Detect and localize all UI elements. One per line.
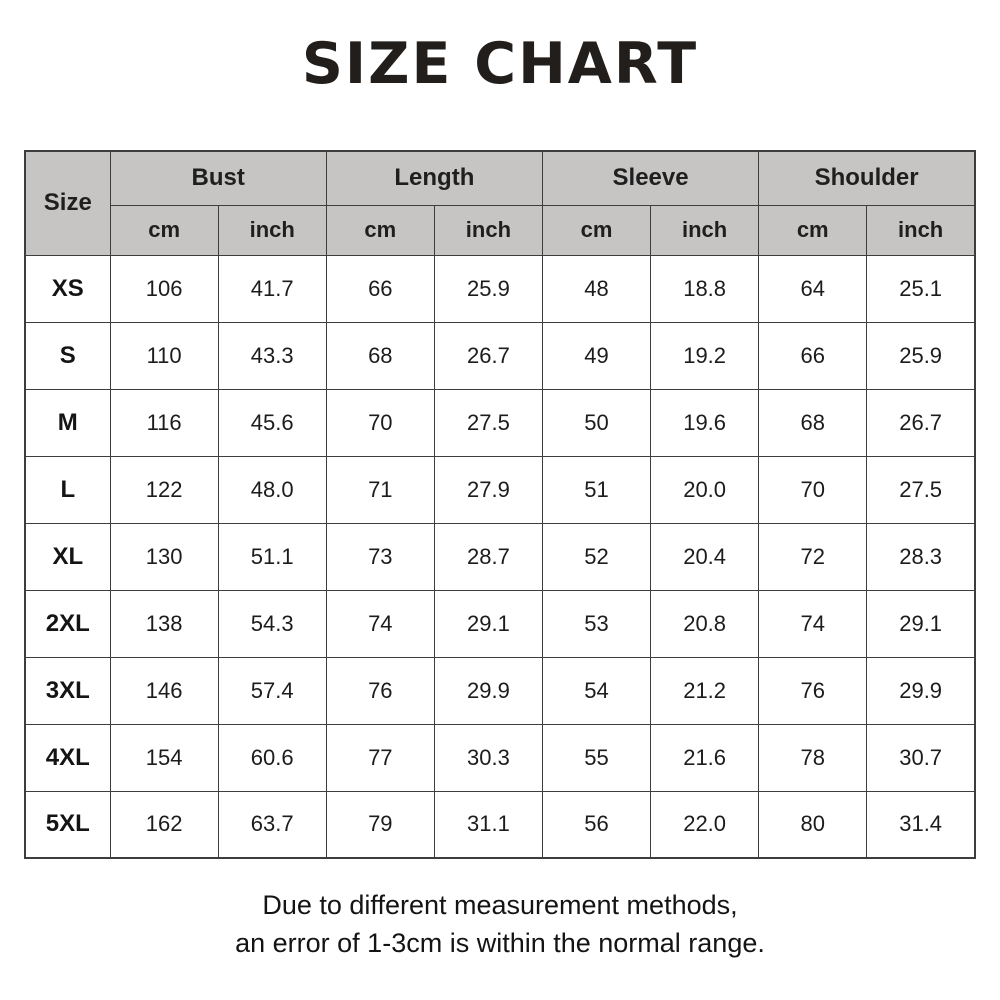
value-cell: 50 — [542, 389, 650, 456]
value-cell: 20.4 — [651, 523, 759, 590]
value-cell: 63.7 — [218, 791, 326, 858]
table-row — [25, 255, 975, 322]
value-cell: 26.7 — [434, 322, 542, 389]
value-cell: 122 — [110, 456, 218, 523]
value-cell: 80 — [759, 791, 867, 858]
value-cell: 66 — [326, 255, 434, 322]
value-cell: 77 — [326, 724, 434, 791]
size-cell: 2XL — [25, 590, 110, 657]
measurement-note-line2: an error of 1-3cm is within the normal range. — [235, 928, 765, 958]
value-cell: 68 — [759, 389, 867, 456]
value-cell: 66 — [759, 322, 867, 389]
value-cell: 25.1 — [867, 255, 975, 322]
value-cell: 51.1 — [218, 523, 326, 590]
value-cell: 29.9 — [867, 657, 975, 724]
value-cell: 28.7 — [434, 523, 542, 590]
value-cell: 74 — [326, 590, 434, 657]
value-cell: 71 — [326, 456, 434, 523]
value-cell: 25.9 — [867, 322, 975, 389]
size-cell: 4XL — [25, 724, 110, 791]
value-cell: 49 — [542, 322, 650, 389]
value-cell: 27.5 — [434, 389, 542, 456]
value-cell: 25.9 — [434, 255, 542, 322]
value-cell: 60.6 — [218, 724, 326, 791]
unit-header-cm: cm — [326, 205, 434, 255]
value-cell: 106 — [110, 255, 218, 322]
table-row — [25, 590, 975, 657]
value-cell: 64 — [759, 255, 867, 322]
header-unit-row — [25, 205, 975, 255]
value-cell: 116 — [110, 389, 218, 456]
size-chart-table — [24, 150, 976, 859]
value-cell: 110 — [110, 322, 218, 389]
value-cell: 45.6 — [218, 389, 326, 456]
header-bust: Bust — [110, 151, 326, 205]
size-cell: XS — [25, 255, 110, 322]
header-group-row — [25, 151, 975, 205]
measurement-note — [0, 886, 1000, 962]
value-cell: 31.4 — [867, 791, 975, 858]
size-cell: 5XL — [25, 791, 110, 858]
table-row — [25, 456, 975, 523]
unit-header-inch: inch — [651, 205, 759, 255]
value-cell: 130 — [110, 523, 218, 590]
unit-header-cm: cm — [542, 205, 650, 255]
value-cell: 57.4 — [218, 657, 326, 724]
value-cell: 48 — [542, 255, 650, 322]
value-cell: 162 — [110, 791, 218, 858]
size-cell: M — [25, 389, 110, 456]
value-cell: 54 — [542, 657, 650, 724]
table-row — [25, 791, 975, 858]
unit-header-inch: inch — [867, 205, 975, 255]
value-cell: 56 — [542, 791, 650, 858]
value-cell: 43.3 — [218, 322, 326, 389]
header-length: Length — [326, 151, 542, 205]
measurement-note-line1: Due to different measurement methods, — [262, 890, 738, 920]
value-cell: 19.2 — [651, 322, 759, 389]
value-cell: 79 — [326, 791, 434, 858]
size-cell: 3XL — [25, 657, 110, 724]
value-cell: 26.7 — [867, 389, 975, 456]
size-cell: S — [25, 322, 110, 389]
unit-header-cm: cm — [759, 205, 867, 255]
value-cell: 22.0 — [651, 791, 759, 858]
unit-header-inch: inch — [218, 205, 326, 255]
value-cell: 54.3 — [218, 590, 326, 657]
value-cell: 76 — [326, 657, 434, 724]
value-cell: 41.7 — [218, 255, 326, 322]
table-row — [25, 322, 975, 389]
value-cell: 146 — [110, 657, 218, 724]
unit-header-inch: inch — [434, 205, 542, 255]
value-cell: 31.1 — [434, 791, 542, 858]
value-cell: 20.8 — [651, 590, 759, 657]
value-cell: 138 — [110, 590, 218, 657]
value-cell: 29.1 — [434, 590, 542, 657]
value-cell: 29.9 — [434, 657, 542, 724]
value-cell: 30.7 — [867, 724, 975, 791]
header-shoulder: Shoulder — [759, 151, 975, 205]
header-sleeve: Sleeve — [542, 151, 758, 205]
value-cell: 76 — [759, 657, 867, 724]
table-row — [25, 657, 975, 724]
value-cell: 70 — [759, 456, 867, 523]
value-cell: 53 — [542, 590, 650, 657]
header-size: Size — [25, 151, 110, 255]
value-cell: 30.3 — [434, 724, 542, 791]
value-cell: 78 — [759, 724, 867, 791]
value-cell: 18.8 — [651, 255, 759, 322]
table-row — [25, 523, 975, 590]
value-cell: 27.5 — [867, 456, 975, 523]
value-cell: 70 — [326, 389, 434, 456]
table-row — [25, 724, 975, 791]
value-cell: 51 — [542, 456, 650, 523]
table-row — [25, 389, 975, 456]
value-cell: 28.3 — [867, 523, 975, 590]
value-cell: 21.6 — [651, 724, 759, 791]
value-cell: 55 — [542, 724, 650, 791]
size-cell: XL — [25, 523, 110, 590]
value-cell: 73 — [326, 523, 434, 590]
value-cell: 19.6 — [651, 389, 759, 456]
page-title: SIZE CHART — [301, 31, 699, 97]
value-cell: 154 — [110, 724, 218, 791]
value-cell: 20.0 — [651, 456, 759, 523]
value-cell: 74 — [759, 590, 867, 657]
value-cell: 72 — [759, 523, 867, 590]
value-cell: 27.9 — [434, 456, 542, 523]
value-cell: 29.1 — [867, 590, 975, 657]
size-cell: L — [25, 456, 110, 523]
unit-header-cm: cm — [110, 205, 218, 255]
value-cell: 68 — [326, 322, 434, 389]
value-cell: 21.2 — [651, 657, 759, 724]
value-cell: 48.0 — [218, 456, 326, 523]
value-cell: 52 — [542, 523, 650, 590]
